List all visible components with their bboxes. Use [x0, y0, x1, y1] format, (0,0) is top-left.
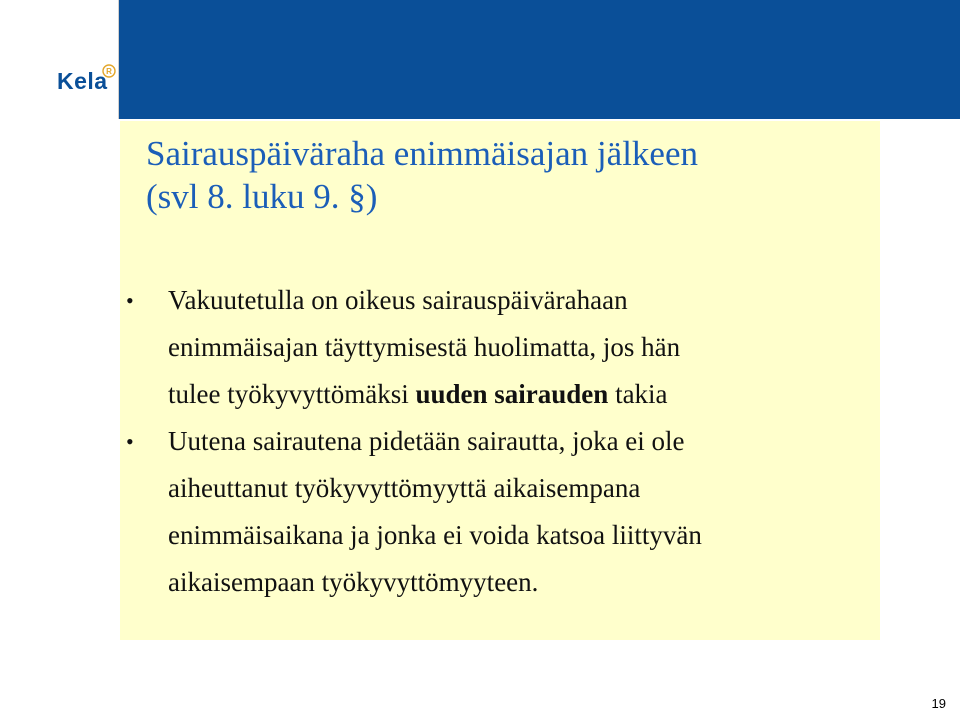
title-line-1: Sairauspäiväraha enimmäisajan jälkeen — [146, 134, 698, 173]
bullet-list — [126, 277, 916, 606]
bullet-item-2 — [126, 418, 916, 606]
bullet-1-line-3-pre: tulee työkyvyttömäksi — [168, 379, 416, 409]
svg-text:R: R — [106, 67, 112, 76]
logo-mark-icon — [102, 64, 116, 78]
bullet-1-line-2: enimmäisajan täyttymisestä huolimatta, jos hän — [168, 332, 681, 362]
bullet-2-line-4: aikaisempaan työkyvyttömyyteen. — [168, 567, 539, 597]
bullet-1-line-3 — [168, 371, 916, 418]
bullet-icon: • — [126, 288, 134, 313]
bullet-2-line-3: enimmäisaikana ja jonka ei voida katsoa liittyvän — [168, 520, 702, 550]
bullet-1-line-3-post: takia — [608, 379, 668, 409]
slide-title — [146, 132, 698, 218]
logo-area — [0, 0, 119, 119]
page-number: 19 — [931, 696, 946, 711]
bullet-2-line-2: aiheuttanut työkyvyttömyyttä aikaisempana — [168, 473, 641, 503]
bullet-2-line-1: Uutena sairautena pidetään sairautta, joka ei ole — [168, 426, 685, 456]
bullet-1-line-1: Vakuutetulla on oikeus sairauspäivärahaan — [168, 285, 628, 315]
emphasis-new-illness: uuden sairauden — [415, 379, 609, 409]
bullet-item-1 — [126, 277, 916, 418]
bullet-icon: • — [126, 429, 134, 454]
kela-logo: Kela — [57, 68, 108, 94]
header-band — [119, 0, 960, 119]
title-line-2: (svl 8. luku 9. §) — [146, 177, 378, 216]
